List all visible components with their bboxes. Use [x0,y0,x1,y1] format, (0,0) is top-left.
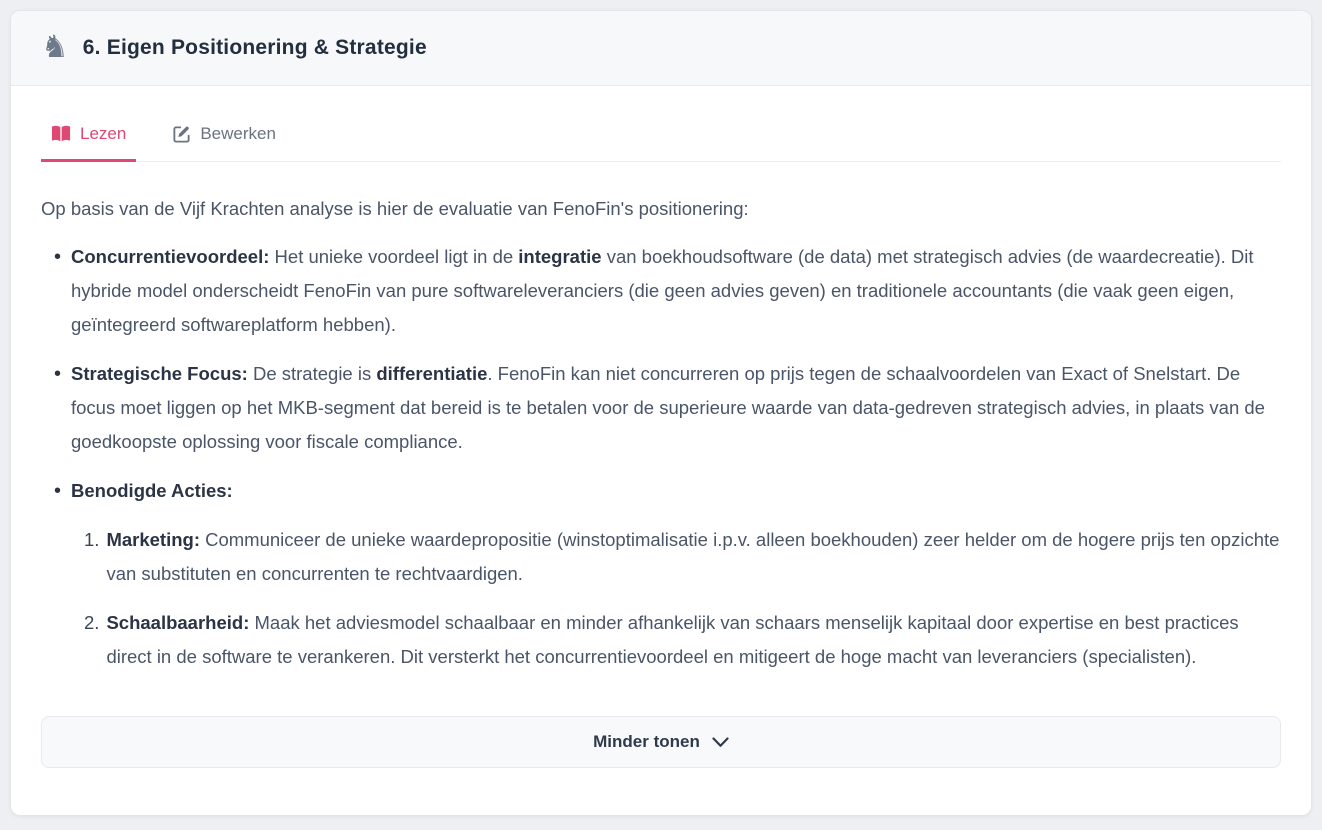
tab-lezen-label: Lezen [80,124,127,143]
ordered-item [84,523,1281,591]
ordered-item-number: 2. [84,612,100,633]
chevron-down-icon [712,737,729,748]
tab-bewerken[interactable] [162,124,286,162]
chess-knight-icon: ♞ [41,28,69,65]
card-title: 6. Eigen Positionering & Strategie [82,36,427,59]
collapse-button[interactable] [41,716,1281,768]
tab-lezen[interactable] [41,124,136,162]
text-segment: Marketing: [106,529,200,550]
text-segment: Concurrentievoordeel: [71,246,270,267]
edit-icon [172,125,191,144]
ordered-item [84,606,1281,674]
card-header [11,11,1311,86]
ordered-item-number: 1. [84,529,100,550]
ordered-item-text [106,523,1281,591]
text-segment: differentiatie [376,363,488,384]
bullet-item [41,240,1281,342]
tab-bar [41,124,1281,162]
collapse-button-label: Minder tonen [593,732,700,751]
ordered-sublist [84,523,1281,674]
bullet-item [41,357,1281,459]
text-segment: Maak het adviesmodel schaalbaar en minder afhankelijk van schaars menselijk kapitaal door expertise en best practices direct in de software te verankeren. Dit versterkt het concurrentievoordeel en mitigeert de hoge macht van leveranciers (specialisten). [106,612,1239,667]
bullet-item [41,474,1281,674]
ordered-item-text [106,606,1281,674]
text-segment: Het unieke voordeel ligt in de [269,246,519,267]
text-segment: Communiceer de unieke waardepropositie (winstoptimalisatie i.p.v. alleen boekhouden) zeer helder om de hogere prijs ten opzichte van substituten en concurrenten te rechtvaardigen. [106,529,1280,584]
card-body [11,86,1311,815]
tab-bewerken-label: Bewerken [200,124,276,143]
text-segment: van boekhoudsoftware (de data) met strategisch advies (de waardecreatie). Dit hybride model onderscheidt FenoFin van pure softwareleveranciers (die geen advies geven) en traditionele accountants (die vaak geen eigen, geïntegreerd softwareplatform hebben). [71,246,1254,335]
section-card [10,10,1312,816]
book-open-icon [51,125,71,143]
bullet-list [41,240,1281,689]
text-segment: Strategische Focus: [71,363,248,384]
text-segment: . FenoFin kan niet concurreren op prijs tegen de schaalvoordelen van Exact of Snelstart. De focus moet liggen op het MKB-segment dat bereid is te betalen voor de superieure waarde van data-gedreven strategisch advies, in plaats van de goedkoopste oplossing voor fiscale compliance. [71,363,1265,452]
text-segment: De strategie is [247,363,377,384]
text-segment: Benodigde Acties: [71,480,233,501]
text-segment: integratie [518,246,602,267]
intro-paragraph: Op basis van de Vijf Krachten analyse is hier de evaluatie van FenoFin's positionering: [41,198,749,219]
text-segment: Schaalbaarheid: [106,612,250,633]
